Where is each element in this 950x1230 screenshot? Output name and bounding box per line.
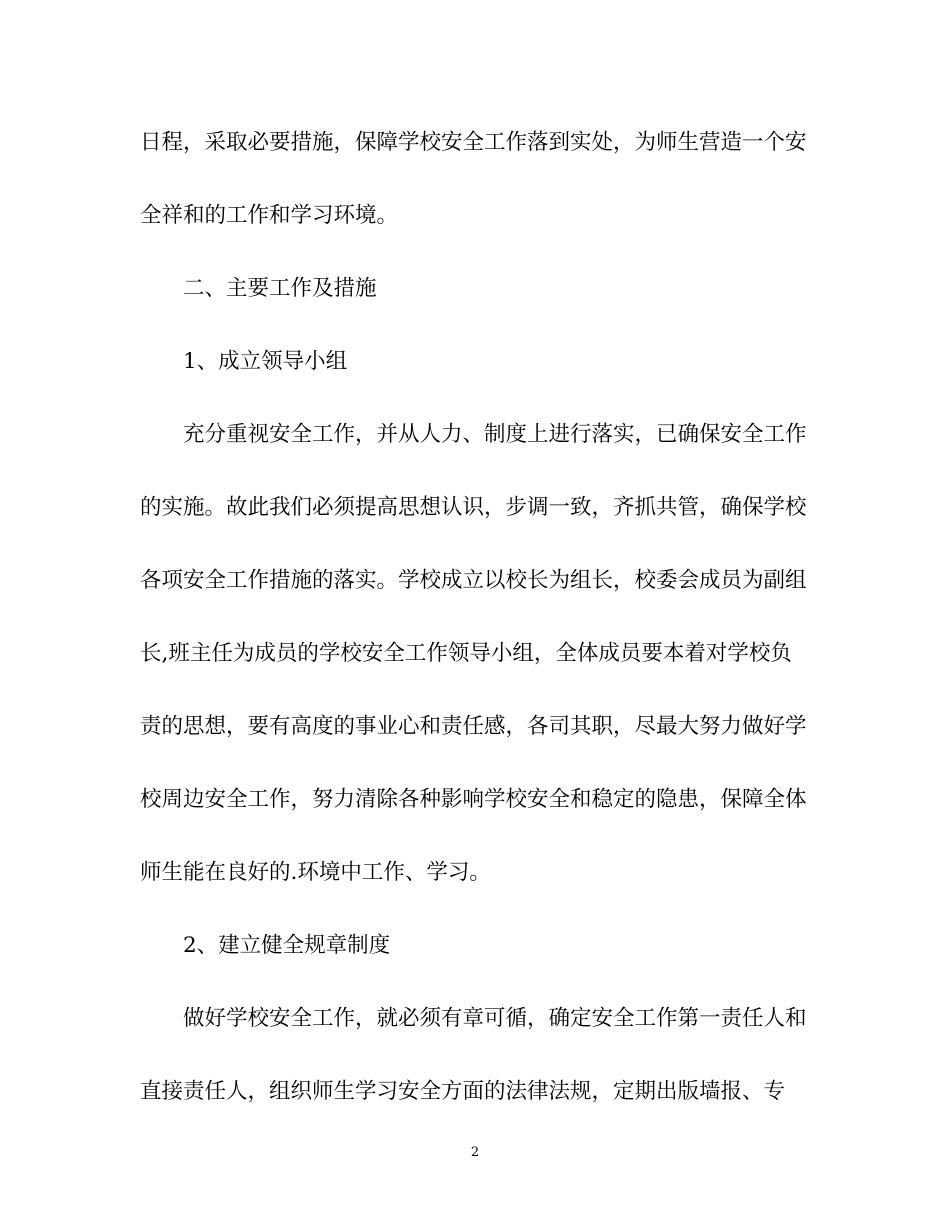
body-text-line: 校周边安全工作，努力清除各种影响学校安全和稳定的隐患，保障全体 <box>140 787 807 812</box>
body-text-line: 各项安全工作措施的落实。学校成立以校长为组长，校委会成员为副组 <box>140 568 807 593</box>
body-text-line: 全祥和的工作和学习环境。 <box>140 203 399 228</box>
page-number: 2 <box>470 1145 480 1160</box>
section-heading: 二、主要工作及措施 <box>183 276 377 301</box>
body-text-line: 直接责任人，组织师生学习安全方面的法律法规，定期出版墙报、专 <box>140 1079 786 1104</box>
subsection-heading: 2、建立健全规章制度 <box>183 933 391 958</box>
body-text-line: 责的思想，要有高度的事业心和责任感，各司其职，尽最大努力做好学 <box>140 714 807 739</box>
body-text-line: 日程，采取必要措施，保障学校安全工作落到实处，为师生营造一个安 <box>140 130 807 155</box>
body-text-line: 师生能在良好的.环境中工作、学习。 <box>140 860 491 885</box>
body-text-line: 长,班主任为成员的学校安全工作领导小组，全体成员要本着对学校负 <box>140 641 792 666</box>
body-text-line: 做好学校安全工作，就必须有章可循，确定安全工作第一责任人和 <box>183 1006 807 1031</box>
body-text-line: 充分重视安全工作，并从人力、制度上进行落实，已确保安全工作 <box>183 422 807 447</box>
subsection-heading: 1、成立领导小组 <box>183 349 348 374</box>
body-text-line: 的实施。故此我们必须提高思想认识，步调一致，齐抓共管，确保学校 <box>140 495 807 520</box>
